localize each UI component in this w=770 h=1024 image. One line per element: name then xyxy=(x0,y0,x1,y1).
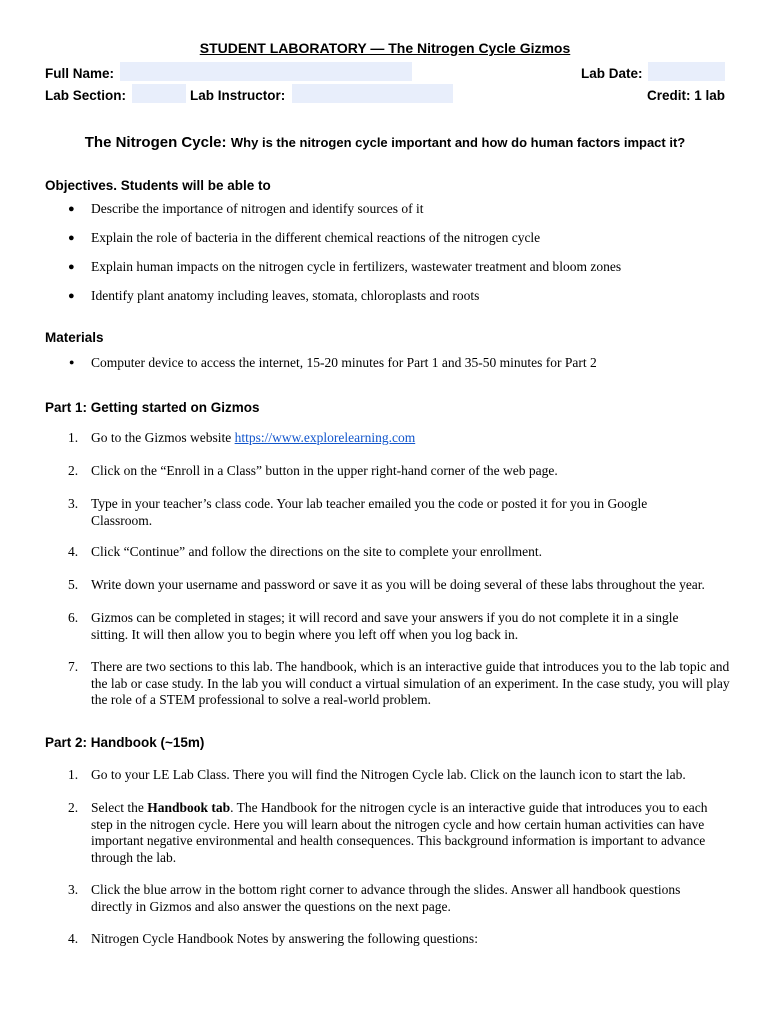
step-number: 2. xyxy=(68,463,79,478)
lab-date-field[interactable] xyxy=(648,62,725,81)
list-item: Go to your LE Lab Class. There you will find the Nitrogen Cycle lab. Click on the launch icon to start the lab. xyxy=(91,767,686,782)
full-name-field[interactable] xyxy=(120,62,412,81)
step-number: 1. xyxy=(68,767,79,782)
list-item xyxy=(91,800,731,866)
step-number: 7. xyxy=(68,659,79,674)
list-item: Click “Continue” and follow the directions on the site to complete your enrollment. xyxy=(91,544,543,559)
list-item xyxy=(91,430,731,447)
step-number: 3. xyxy=(68,496,79,511)
handbook-tab-label: Handbook tab xyxy=(147,800,231,815)
step-number: 1. xyxy=(68,430,79,445)
explorelearning-link[interactable]: https://www.explorelearning.com xyxy=(234,430,416,445)
list-item: Computer device to access the internet, 15-20 minutes for Part 1 and 35-50 minutes for Part 2 xyxy=(91,355,597,370)
list-item: There are two sections to this lab. The handbook, which is an interactive guide that introduces you to the lab topic and the lab or case study. In the lab you will conduct a virtual simulation of an experiment. In the case study, you will play the role of a STEM professional to solve a real-world problem. xyxy=(91,659,730,707)
bullet-icon: ● xyxy=(68,232,75,244)
step-number: 4. xyxy=(68,931,79,946)
list-item: Click the blue arrow in the bottom right corner to advance through the slides. Answer all handbook questions directly in Gizmos and also answer the questions on the next page. xyxy=(91,882,681,914)
step-number: 3. xyxy=(68,882,79,897)
lab-instructor-label: Lab Instructor: xyxy=(190,88,286,103)
objectives-heading: Objectives. Students will be able to xyxy=(45,178,271,193)
part2-heading: Part 2: Handbook (~15m) xyxy=(45,735,205,750)
full-name-label: Full Name: xyxy=(45,66,115,81)
lab-section-field[interactable] xyxy=(132,84,186,103)
step-text: Go to the Gizmos website xyxy=(91,430,235,445)
bullet-icon: ● xyxy=(68,290,75,302)
step-number: 6. xyxy=(68,610,79,625)
list-item: Nitrogen Cycle Handbook Notes by answering the following questions: xyxy=(91,931,478,946)
step-number: 5. xyxy=(68,577,79,592)
question-lead: The Nitrogen Cycle: xyxy=(84,134,227,151)
list-item: Describe the importance of nitrogen and identify sources of it xyxy=(91,201,424,216)
lab-date-label: Lab Date: xyxy=(581,66,643,81)
part1-heading: Part 1: Getting started on Gizmos xyxy=(45,400,260,415)
bullet-icon: ● xyxy=(68,261,75,273)
bullet-icon: ● xyxy=(69,357,75,367)
question-text: Why is the nitrogen cycle important and how do human factors impact it? xyxy=(230,135,686,150)
step-text: . The Handbook for the nitrogen cycle is an interactive guide that introduces you to each step in the nitrogen cycle. Here you will learn about the nitrogen cycle and how certain human activities can have important negative environmental and health consequences. This background information is important to advance through the lab. xyxy=(91,800,708,865)
list-item: Click on the “Enroll in a Class” button in the upper right-hand corner of the web page. xyxy=(91,463,558,478)
list-item: Identify plant anatomy including leaves, stomata, chloroplasts and roots xyxy=(91,288,480,303)
list-item: Gizmos can be completed in stages; it will record and save your answers if you do not complete it in a single sitting. It will then allow you to begin where you left off when you log back in. xyxy=(91,610,679,642)
lab-section-label: Lab Section: xyxy=(45,88,127,103)
guiding-question xyxy=(0,134,770,152)
list-item: Explain human impacts on the nitrogen cycle in fertilizers, wastewater treatment and bloom zones xyxy=(91,259,622,274)
list-item: Explain the role of bacteria in the different chemical reactions of the nitrogen cycle xyxy=(91,230,541,245)
bullet-icon: ● xyxy=(68,203,75,215)
list-item: Write down your username and password or save it as you will be doing several of these labs throughout the year. xyxy=(91,577,705,592)
step-text: Select the xyxy=(91,800,148,815)
materials-heading: Materials xyxy=(45,330,104,345)
list-item: Type in your teacher’s class code. Your lab teacher emailed you the code or posted it for you in Google Classroom. xyxy=(91,496,648,528)
page-title: STUDENT LABORATORY — The Nitrogen Cycle Gizmos xyxy=(199,40,571,56)
lab-instructor-field[interactable] xyxy=(292,84,453,103)
credit-label: Credit: 1 lab xyxy=(646,88,725,103)
step-number: 4. xyxy=(68,544,79,559)
step-number: 2. xyxy=(68,800,79,815)
